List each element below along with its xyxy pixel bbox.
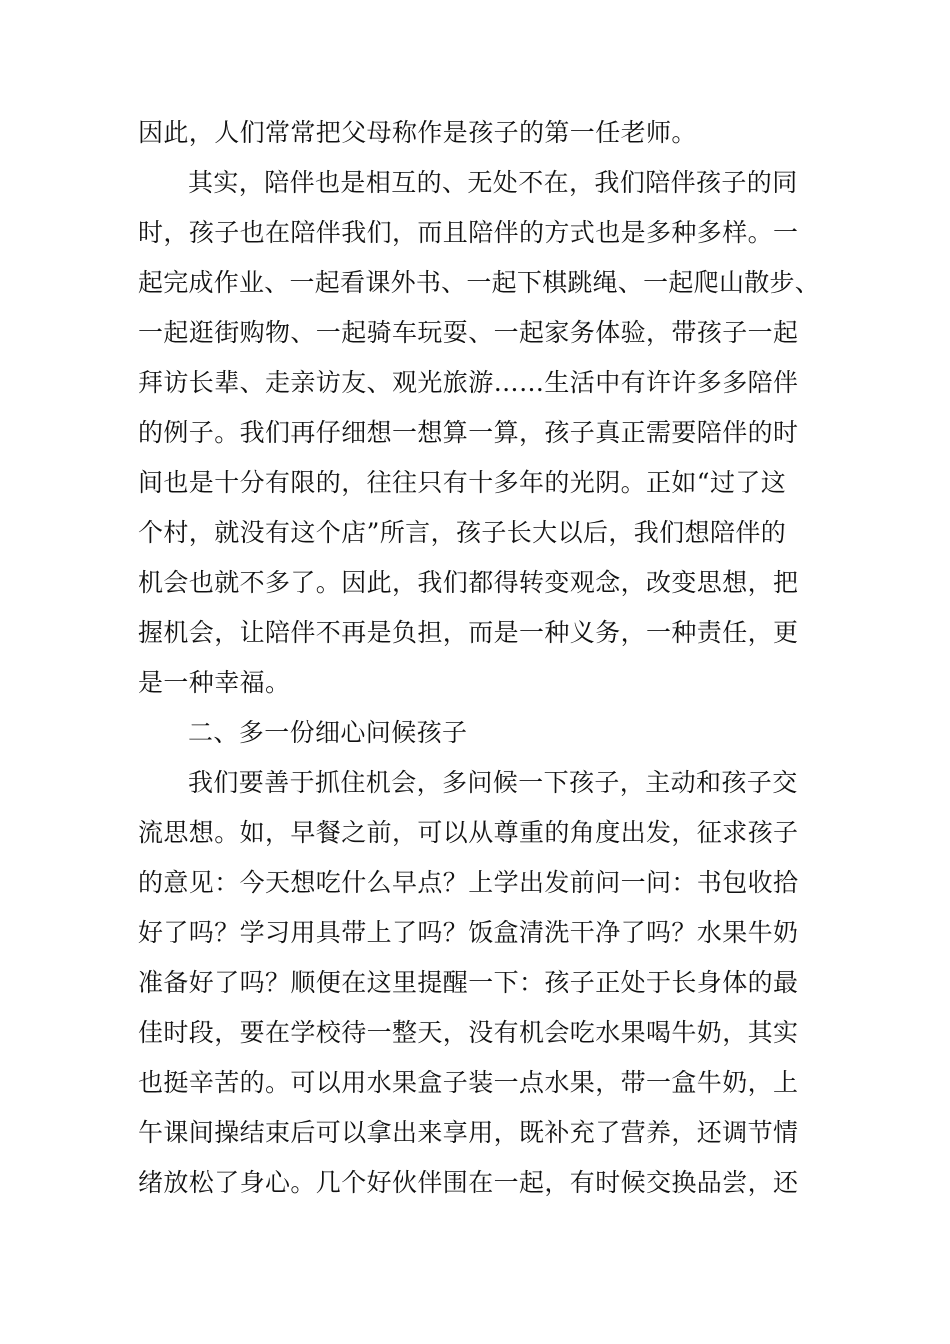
paragraph-line: 拜访长辈、走亲访友、观光旅游……生活中有许许多多陪伴: [138, 368, 799, 397]
paragraph-line: 也挺辛苦的。可以用水果盒子装一点水果，带一盒牛奶，上: [138, 1068, 799, 1097]
paragraph-line: 的例子。我们再仔细想一想算一算，孩子真正需要陪伴的时: [138, 418, 799, 447]
paragraph-line: 午课间操结束后可以拿出来享用，既补充了营养，还调节情: [138, 1118, 799, 1147]
paragraph-line: 佳时段，要在学校待一整天，没有机会吃水果喝牛奶，其实: [138, 1018, 799, 1047]
paragraph-line: 好了吗？学习用具带上了吗？饭盒清洗干净了吗？水果牛奶: [138, 918, 799, 947]
paragraph-line: 间也是十分有限的，往往只有十多年的光阴。正如“过了这: [138, 468, 787, 497]
paragraph-line: 一起逛街购物、一起骑车玩耍、一起家务体验，带孩子一起: [138, 318, 799, 347]
paragraph-line: 握机会，让陪伴不再是负担，而是一种义务，一种责任，更: [138, 618, 799, 647]
paragraph-line: 我们要善于抓住机会，多问候一下孩子，主动和孩子交: [188, 768, 798, 797]
paragraph-line: 流思想。如，早餐之前，可以从尊重的角度出发，征求孩子: [138, 818, 799, 847]
paragraph-line: 起完成作业、一起看课外书、一起下棋跳绳、一起爬山散步、: [138, 268, 820, 297]
paragraph-line: 个村，就没有这个店”所言，孩子长大以后，我们想陪伴的: [138, 518, 787, 547]
paragraph-line: 的意见：今天想吃什么早点？上学出发前问一问：书包收拾: [138, 868, 799, 897]
paragraph-line: 因此，人们常常把父母称作是孩子的第一任老师。: [138, 118, 697, 147]
paragraph-line: 时，孩子也在陪伴我们，而且陪伴的方式也是多种多样。一: [138, 218, 799, 247]
paragraph-line: 是一种幸福。: [138, 668, 291, 697]
section-heading: 二、多一份细心问候孩子: [188, 718, 468, 747]
paragraph-line: 绪放松了身心。几个好伙伴围在一起，有时候交换品尝，还: [138, 1168, 799, 1197]
paragraph-line: 准备好了吗？顺便在这里提醒一下：孩子正处于长身体的最: [138, 968, 799, 997]
paragraph-line: 其实，陪伴也是相互的、无处不在，我们陪伴孩子的同: [188, 168, 798, 197]
paragraph-line: 机会也就不多了。因此，我们都得转变观念，改变思想，把: [138, 568, 799, 597]
